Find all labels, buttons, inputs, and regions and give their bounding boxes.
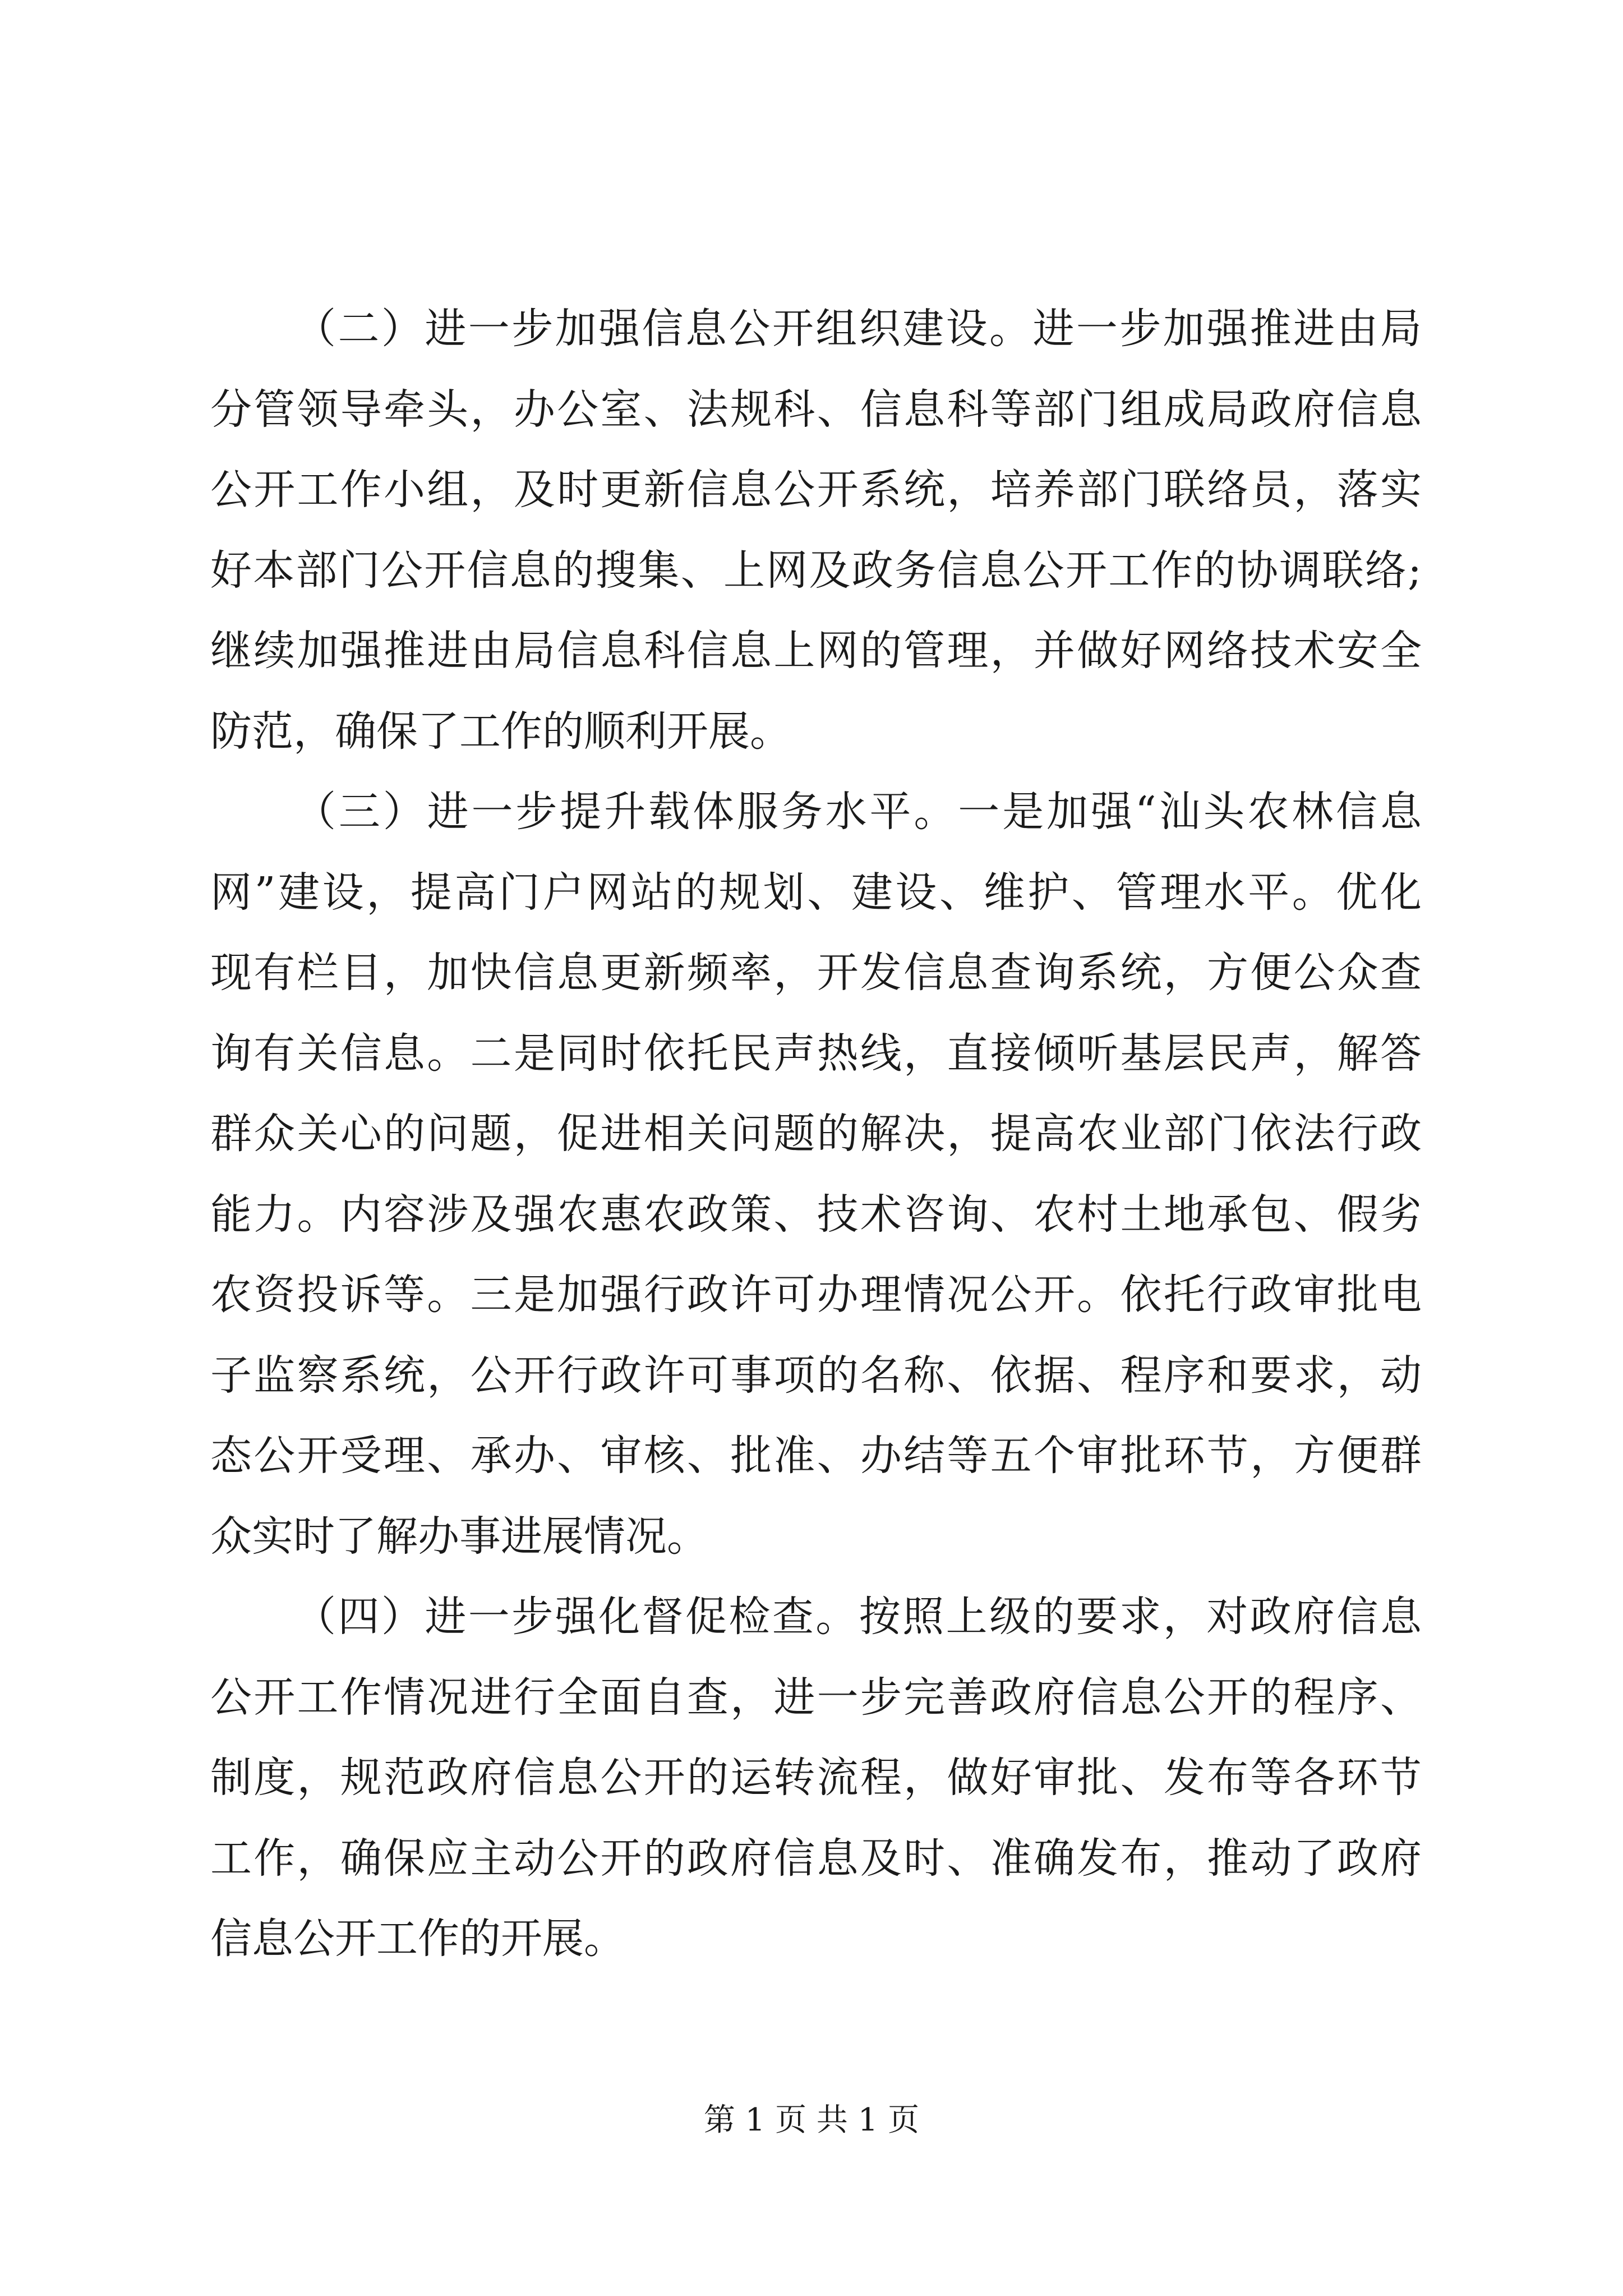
- text-line: （三）进一步提升载体服务水平。一是加强“汕头农林信息: [294, 788, 1422, 836]
- text-line: 群众关心的问题，促进相关问题的解决，提高农业部门依法行政: [210, 1110, 1422, 1158]
- text-line: 子监察系统，公开行政许可事项的名称、依据、程序和要求，动: [210, 1351, 1422, 1400]
- text-line: 现有栏目，加快信息更新频率，开发信息查询系统，方便公众查: [210, 949, 1422, 997]
- paragraph: [210, 1577, 1422, 1980]
- paragraph: [210, 772, 1422, 1577]
- text-line: 工作，确保应主动公开的政府信息及时、准确发布，推动了政府: [210, 1834, 1422, 1883]
- text-line: 好本部门公开信息的搜集、上网及政务信息公开工作的协调联络;: [210, 546, 1422, 595]
- text-line: 众实时了解办事进展情况。: [210, 1512, 708, 1561]
- text-line: 公开工作小组，及时更新信息公开系统，培养部门联络员，落实: [210, 466, 1422, 514]
- text-line: 能力。内容涉及强农惠农政策、技术咨询、农村土地承包、假劣: [210, 1190, 1422, 1239]
- text-line: （二）进一步加强信息公开组织建设。进一步加强推进由局: [294, 305, 1422, 353]
- text-line: 网”建设，提高门户网站的规划、建设、维护、管理水平。优化: [210, 868, 1422, 917]
- text-line: （四）进一步强化督促检查。按照上级的要求，对政府信息: [294, 1593, 1422, 1641]
- document-body: [210, 289, 1422, 1980]
- text-line: 询有关信息。二是同时依托民声热线，直接倾听基层民声，解答: [210, 1029, 1422, 1078]
- page-number-footer: 第 1 页 共 1 页: [703, 2102, 920, 2138]
- text-line: 公开工作情况进行全面自查，进一步完善政府信息公开的程序、: [210, 1673, 1422, 1722]
- text-line: 制度，规范政府信息公开的运转流程，做好审批、发布等各环节: [210, 1754, 1422, 1802]
- text-line: 继续加强推进由局信息科信息上网的管理，并做好网络技术安全: [210, 627, 1422, 675]
- text-line: 分管领导牵头，办公室、法规科、信息科等部门组成局政府信息: [210, 385, 1422, 434]
- text-line: 农资投诉等。三是加强行政许可办理情况公开。依托行政审批电: [210, 1271, 1422, 1319]
- paragraph: [210, 289, 1422, 772]
- text-line: 防范，确保了工作的顺利开展。: [210, 707, 791, 756]
- text-line: 信息公开工作的开展。: [210, 1915, 625, 1963]
- text-line: 态公开受理、承办、审核、批准、办结等五个审批环节，方便群: [210, 1432, 1422, 1480]
